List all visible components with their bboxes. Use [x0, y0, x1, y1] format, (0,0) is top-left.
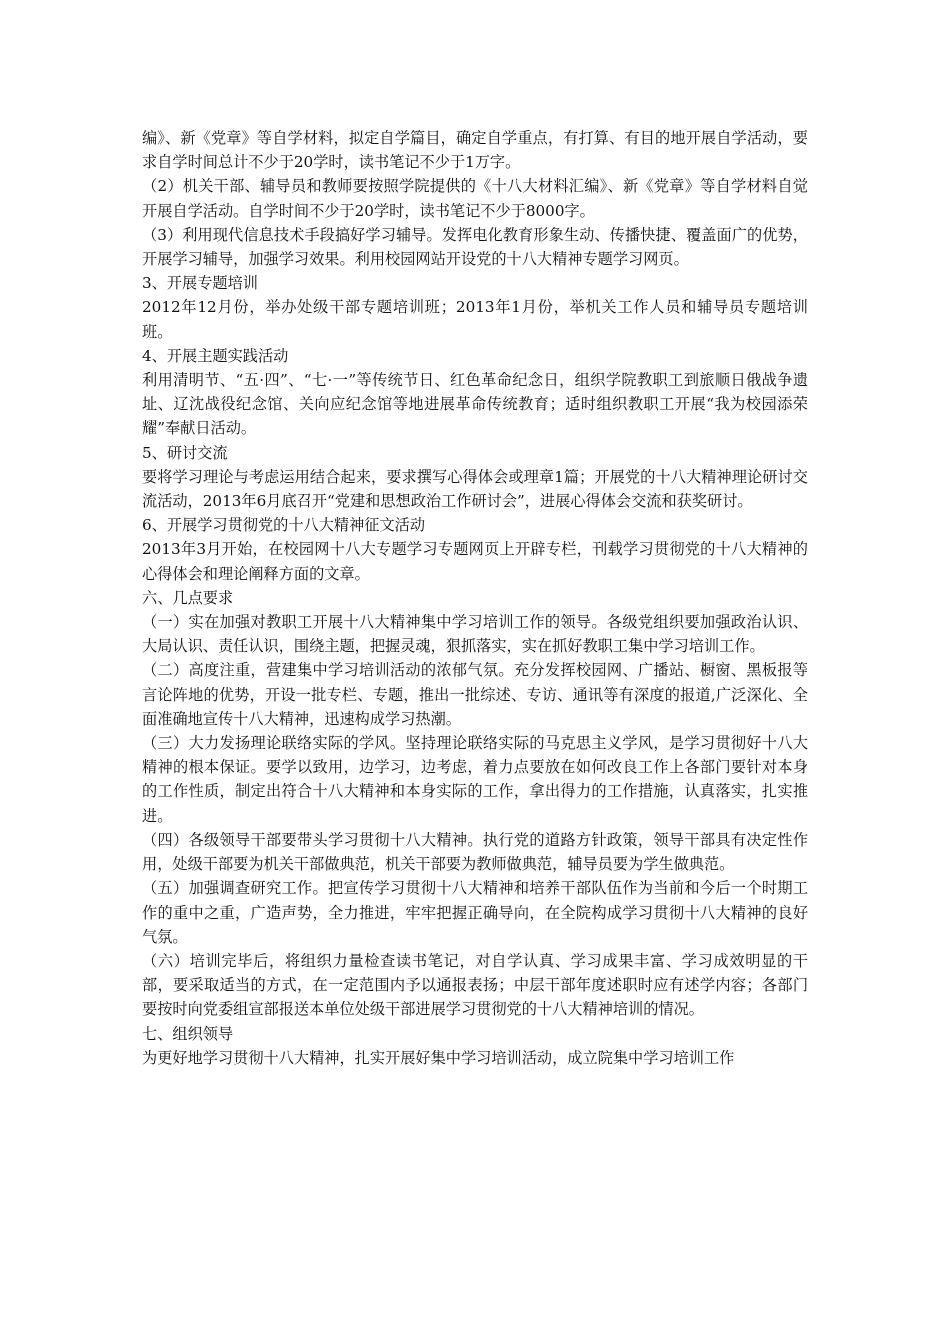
paragraph-requirement-6: （六）培训完毕后，将组织力量检查读书笔记，对自学认真、学习成果丰富、学习成效明显的干部，要采取适当的方式，在一定范围内予以通报表扬；中层干部年度述职时应有述学内容；各部门要按时向党委组宣部报送本单位处级干部进展学习贯彻党的十八大精神培训的情况。 [142, 951, 808, 1019]
paragraph-requirement-2: （二）高度注重，营建集中学习培训活动的浓郁气氛。充分发挥校园网、广播站、橱窗、黑板报等言论阵地的优势，开设一批专栏、专题，推出一批综述、专访、通讯等有深度的报道,广泛深化、全面准确地宣传十八大精神，迅速构成学习热潮。 [142, 661, 808, 728]
heading-requirements: 六、几点要求 [142, 588, 234, 607]
heading-special-training: 3、开展专题培训 [142, 274, 258, 293]
paragraph-staff-self-study: （2）机关干部、辅导员和教师要按照学院提供的《十八大材料汇编》、新《党章》等自学材料自觉开展自学活动。自学时间不少于20学时，读书笔记不少于8000字。 [142, 177, 808, 220]
paragraph-essay-activity: 2013年3月开始，在校园网十八大专题学习专题网页上开辟专栏，刊载学习贯彻党的十八大精神的心得体会和理论阐释方面的文章。 [142, 540, 808, 583]
paragraph-training-schedule: 2012年12月份，举办处级干部专题培训班；2013年1月份，举机关工作人员和辅导员专题培训班。 [142, 298, 808, 341]
heading-organization: 七、组织领导 [142, 1024, 234, 1043]
paragraph-requirement-3: （三）大力发扬理论联络实际的学风。坚持理论联络实际的马克思主义学风，是学习贯彻好十八大精神的根本保证。要学以致用，边学习，边考虑，着力点要放在如何改良工作上各部门要针对本身的工作性质，制定出符合十八大精神和本身实际的工作，拿出得力的工作措施，认真落实，扎实推进。 [142, 734, 808, 825]
paragraph-self-study-continuation: 编》、新《党章》等自学材料，拟定自学篇目，确定自学重点，有打算、有目的地开展自学活动，要求自学时间总计不少于20学时，读书笔记不少于1万字。 [142, 129, 808, 172]
heading-practice-activities: 4、开展主题实践活动 [142, 346, 289, 365]
paragraph-practice-activities: 利用清明节、“五·四”、“七·一”等传统节日、红色革命纪念日，组织学院教职工到旅顺日俄战争遗址、辽沈战役纪念馆、关向应纪念馆等地进展革命传统教育；适时组织教职工开展“我为校园添荣耀”奉献日活动。 [142, 371, 808, 438]
heading-essay-activity: 6、开展学习贯彻党的十八大精神征文活动 [142, 516, 426, 535]
paragraph-requirement-4: （四）各级领导干部要带头学习贯彻十八大精神。执行党的道路方针政策，领导干部具有决定性作用，处级干部要为机关干部做典范，机关干部要为教师做典范，辅导员要为学生做典范。 [142, 830, 808, 874]
document-page [142, 126, 808, 1070]
paragraph-discussion-exchange: 要将学习理论与考虑运用结合起来，要求撰写心得体会或理章1篇；开展党的十八大精神理论研讨交流活动，2013年6月底召开“党建和思想政治工作研讨会”，进展心得体会交流和获奖研讨。 [142, 467, 808, 511]
paragraph-organization: 为更好地学习贯彻十八大精神，扎实开展好集中学习培训活动，成立院集中学习培训工作 [142, 1048, 735, 1067]
paragraph-requirement-1: （一）实在加强对教职工开展十八大精神集中学习培训工作的领导。各级党组织要加强政治认识、大局认识、责任认识，围绕主题，把握灵魂，狠抓落实，实在抓好教职工集中学习培训工作。 [142, 613, 808, 656]
paragraph-requirement-5: （五）加强调查研究工作。把宣传学习贯彻十八大精神和培养干部队伍作为当前和今后一个时期工作的重中之重，广造声势，全力推进，牢牢把握正确导向，在全院构成学习贯彻十八大精神的良好气氛。 [142, 879, 808, 946]
paragraph-it-tutoring: （3）利用现代信息技术手段搞好学习辅导。发挥电化教育形象生动、传播快捷、覆盖面广的优势，开展学习辅导，加强学习效果。利用校园网站开设党的十八大精神专题学习网页。 [142, 225, 808, 269]
heading-discussion-exchange: 5、研讨交流 [142, 443, 228, 462]
